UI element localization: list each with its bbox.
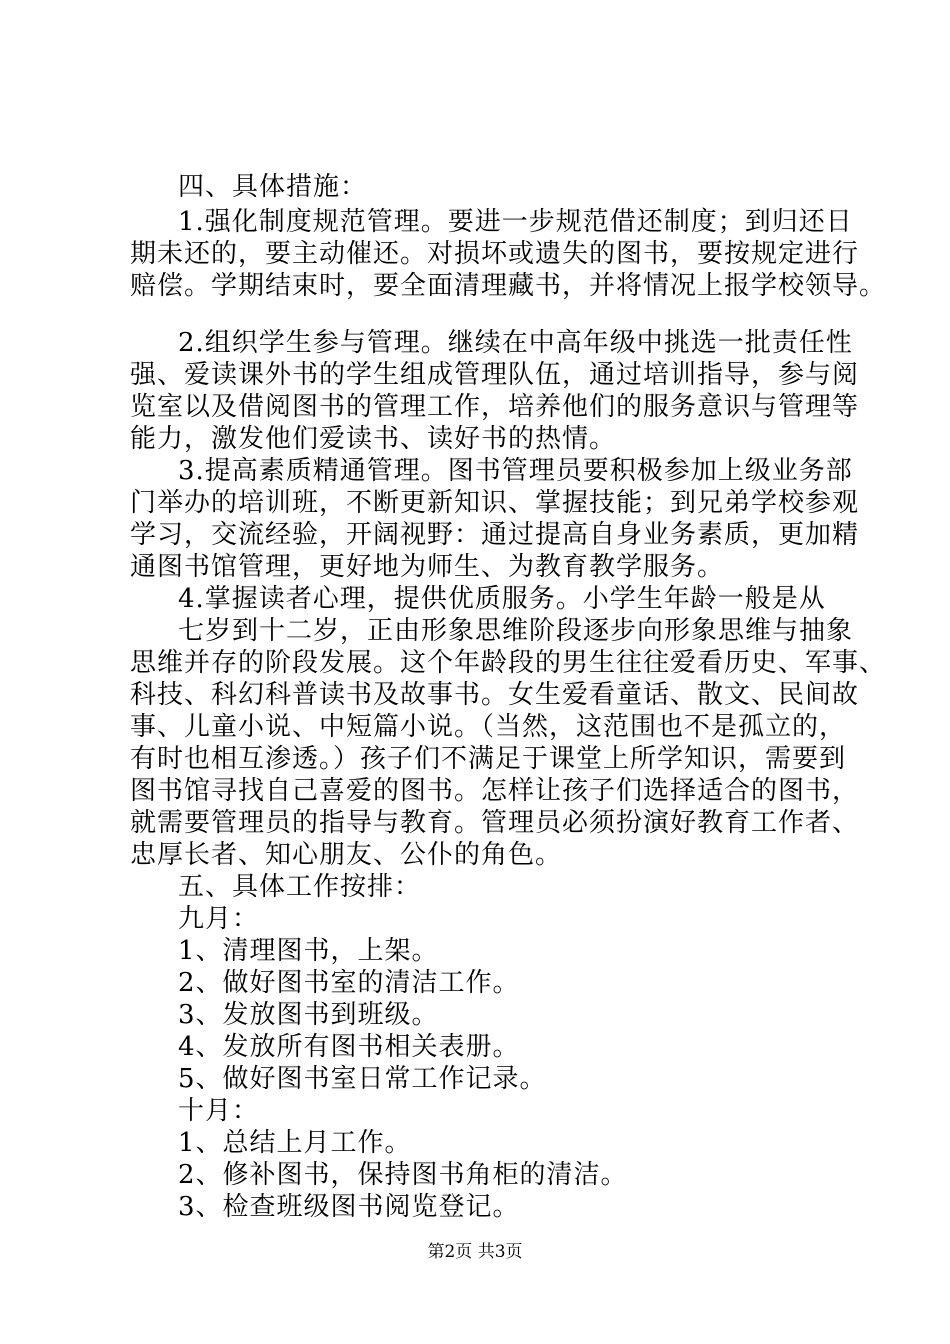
paragraph-line: 图书馆寻找自己喜爱的图书。怎样让孩子们选择适合的图书， — [130, 776, 860, 806]
paragraph-line: 通图书馆管理，更好地为师生、为教育教学服务。 — [130, 552, 725, 582]
list-item: 3、检查班级图书阅览登记。 — [178, 1192, 520, 1222]
paragraph-line: 门举办的培训班，不断更新知识、掌握技能；到兄弟学校参观 — [130, 488, 860, 518]
paragraph-line: 思维并存的阶段发展。这个年龄段的男生往往爱看历史、军事、 — [130, 648, 887, 678]
paragraph-line: 科技、科幻科普读书及故事书。女生爱看童话、散文、民间故 — [130, 680, 860, 710]
list-item: 1、清理图书，上架。 — [178, 936, 439, 966]
list-item: 4、发放所有图书相关表册。 — [178, 1032, 520, 1062]
paragraph-line: 就需要管理员的指导与教育。管理员必须扮演好教育工作者、 — [130, 808, 860, 838]
month-heading-october: 十月： — [178, 1096, 260, 1126]
paragraph-line: 能力，激发他们爱读书、读好书的热情。 — [130, 424, 617, 454]
heading-measures: 四、具体措施： — [178, 172, 368, 202]
paragraph-line: 赔偿。学期结束时，要全面清理藏书，并将情况上报学校领导。 — [130, 271, 887, 301]
paragraph-line: 有时也相互渗透。）孩子们不满足于课堂上所学知识，需要到 — [130, 744, 847, 774]
list-item: 2、做好图书室的清洁工作。 — [178, 968, 520, 998]
paragraph-line: 2.组织学生参与管理。继续在中高年级中挑选一批责任性 — [178, 328, 853, 358]
paragraph-line: 七岁到十二岁，正由形象思维阶段逐步向形象思维与抽象 — [178, 616, 854, 646]
paragraph-line: 1.强化制度规范管理。要进一步规范借还制度；到归还日 — [178, 207, 853, 237]
paragraph-line: 览室以及借阅图书的管理工作，培养他们的服务意识与管理等 — [130, 392, 860, 422]
list-item: 1、总结上月工作。 — [178, 1128, 412, 1158]
paragraph-line: 强、爱读课外书的学生组成管理队伍，通过培训指导，参与阅 — [130, 360, 860, 390]
paragraph-line: 事、儿童小说、中短篇小说。（当然，这范围也不是孤立的， — [130, 712, 847, 742]
paragraph-line: 学习，交流经验，开阔视野：通过提高自身业务素质，更加精 — [130, 520, 860, 550]
list-item: 3、发放图书到班级。 — [178, 1000, 439, 1030]
paragraph-line: 3.提高素质精通管理。图书管理员要积极参加上级业务部 — [178, 456, 853, 486]
paragraph-line: 期未还的，要主动催还。对损坏或遗失的图书，要按规定进行 — [130, 239, 860, 269]
list-item: 2、修补图书，保持图书角柜的清洁。 — [178, 1160, 628, 1190]
page-number-footer: 第2页 共3页 — [427, 1242, 523, 1262]
paragraph-line: 忠厚长者、知心朋友、公仆的角色。 — [130, 840, 563, 870]
month-heading-september: 九月： — [178, 904, 260, 934]
heading-schedule: 五、具体工作按排： — [178, 872, 422, 902]
list-item: 5、做好图书室日常工作记录。 — [178, 1064, 547, 1094]
paragraph-line: 4.掌握读者心理，提供优质服务。小学生年龄一般是从 — [178, 584, 826, 614]
